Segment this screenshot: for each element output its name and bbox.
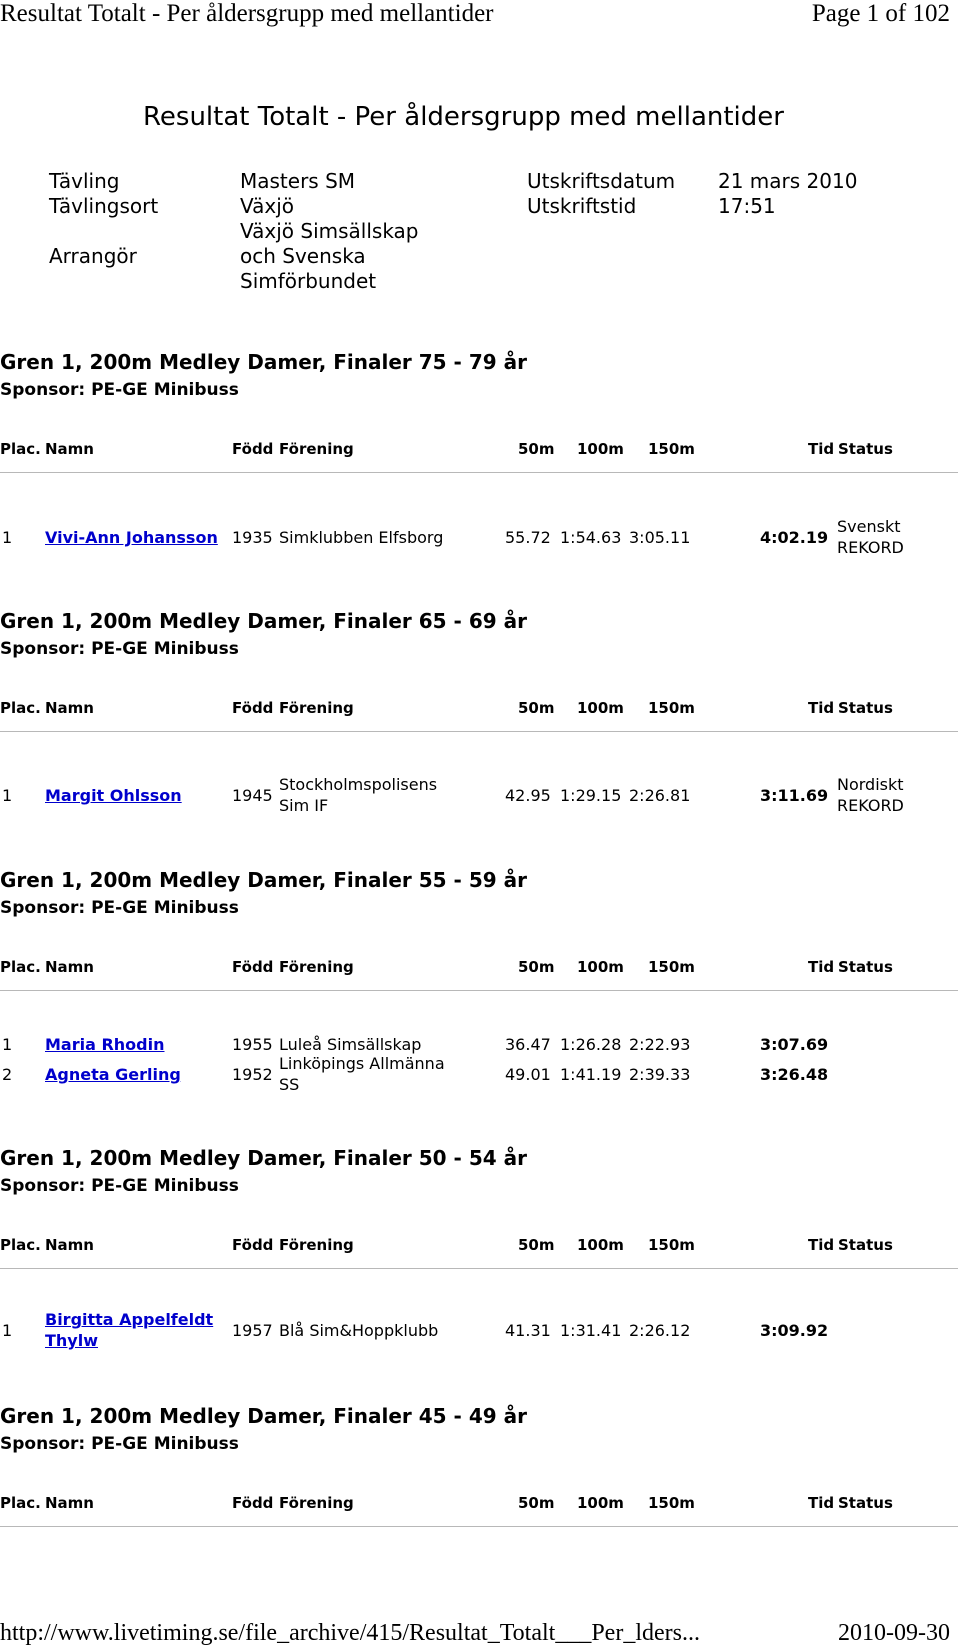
row-tid: 3:09.92 [760,1321,829,1340]
col-150m: 150m [648,1236,695,1254]
col-fodd: Född [232,440,274,458]
header-rule [0,1526,958,1527]
col-150m: 150m [648,958,695,976]
row-50m: 49.01 [505,1065,551,1084]
col-100m: 100m [577,958,624,976]
row-fodd: 1935 [232,528,273,547]
sponsor-line: Sponsor: PE-GE Minibuss [0,1176,239,1196]
row-tid: 4:02.19 [760,528,829,547]
row-50m: 36.47 [505,1035,551,1054]
col-50m: 50m [518,1494,555,1512]
row-100m: 1:26.28 [560,1035,622,1054]
page-title: Resultat Totalt - Per åldersgrupp med mellantider [143,102,784,132]
row-150m: 3:05.11 [629,528,691,547]
event-title: Gren 1, 200m Medley Damer, Finaler 50 - 54 år [0,1146,527,1170]
col-50m: 50m [518,958,555,976]
print-header-page: Page 1 of 102 [811,0,950,27]
col-forening: Förening [279,440,354,458]
row-status-line2: REKORD [837,796,904,815]
header-rule [0,731,958,732]
row-fodd: 1957 [232,1321,273,1340]
row-forening-line2: SS [279,1075,300,1094]
meta-utskriftstid-label: Utskriftstid [527,194,637,218]
col-fodd: Född [232,1494,274,1512]
col-fodd: Född [232,958,274,976]
meta-tavling-label: Tävling [49,169,120,193]
col-50m: 50m [518,699,555,717]
row-150m: 2:22.93 [629,1035,691,1054]
row-150m: 2:26.81 [629,786,691,805]
col-plac: Plac. [0,440,41,458]
row-plac: 1 [2,1321,13,1340]
sponsor-line: Sponsor: PE-GE Minibuss [0,639,239,659]
athlete-link[interactable]: Agneta Gerling [45,1065,181,1084]
row-plac: 1 [2,1035,13,1054]
col-status: Status [838,958,893,976]
meta-utskriftstid-value: 17:51 [718,194,776,218]
col-plac: Plac. [0,1494,41,1512]
event-title: Gren 1, 200m Medley Damer, Finaler 65 - 69 år [0,609,527,633]
row-100m: 1:54.63 [560,528,622,547]
meta-arrangor-line3: Simförbundet [240,269,377,293]
row-status-line2: REKORD [837,538,904,557]
sponsor-line: Sponsor: PE-GE Minibuss [0,380,239,400]
row-fodd: 1945 [232,786,273,805]
col-status: Status [838,699,893,717]
col-150m: 150m [648,440,695,458]
row-50m: 42.95 [505,786,551,805]
col-plac: Plac. [0,699,41,717]
col-tid: Tid [808,958,835,976]
row-150m: 2:26.12 [629,1321,691,1340]
athlete-link[interactable]: Vivi-Ann Johansson [45,528,218,547]
row-plac: 1 [2,528,13,547]
row-100m: 1:41.19 [560,1065,622,1084]
col-forening: Förening [279,699,354,717]
row-tid: 3:11.69 [760,786,829,805]
meta-utskriftsdatum-label: Utskriftsdatum [527,169,676,193]
row-tid: 3:26.48 [760,1065,829,1084]
col-100m: 100m [577,699,624,717]
meta-tavlingsort-label: Tävlingsort [49,194,159,218]
header-rule [0,1268,958,1269]
col-plac: Plac. [0,1236,41,1254]
athlete-link[interactable]: Margit Ohlsson [45,786,182,805]
row-fodd: 1952 [232,1065,273,1084]
row-50m: 41.31 [505,1321,551,1340]
col-namn: Namn [45,440,94,458]
print-header-title: Resultat Totalt - Per åldersgrupp med mellantider [0,0,494,27]
row-status-line1: Nordiskt [837,775,904,794]
col-forening: Förening [279,958,354,976]
row-150m: 2:39.33 [629,1065,691,1084]
meta-tavlingsort-value: Växjö [240,194,295,218]
row-plac: 2 [2,1065,13,1084]
col-namn: Namn [45,1236,94,1254]
row-forening: Stockholmspolisens [279,775,438,794]
col-fodd: Född [232,1236,274,1254]
row-forening: Simklubben Elfsborg [279,528,444,547]
meta-arrangor-line2: och Svenska [240,244,366,268]
col-forening: Förening [279,1494,354,1512]
col-50m: 50m [518,1236,555,1254]
col-tid: Tid [808,440,835,458]
sponsor-line: Sponsor: PE-GE Minibuss [0,1434,239,1454]
row-plac: 1 [2,786,13,805]
meta-tavling-value: Masters SM [240,169,356,193]
col-fodd: Född [232,699,274,717]
col-tid: Tid [808,699,835,717]
col-namn: Namn [45,958,94,976]
meta-arrangor-label: Arrangör [49,244,137,268]
col-100m: 100m [577,1236,624,1254]
col-100m: 100m [577,440,624,458]
col-plac: Plac. [0,958,41,976]
header-rule [0,990,958,991]
print-footer-url: http://www.livetiming.se/file_archive/415/Resultat_Totalt___Per_lders... [0,1620,700,1646]
event-title: Gren 1, 200m Medley Damer, Finaler 45 - 49 år [0,1404,527,1428]
athlete-link[interactable]: Maria Rhodin [45,1035,165,1054]
row-100m: 1:29.15 [560,786,622,805]
meta-utskriftsdatum-value: 21 mars 2010 [718,169,858,193]
col-tid: Tid [808,1236,835,1254]
col-100m: 100m [577,1494,624,1512]
athlete-link[interactable]: Birgitta Appelfeldt [45,1310,214,1329]
col-50m: 50m [518,440,555,458]
col-status: Status [838,1236,893,1254]
row-50m: 55.72 [505,528,551,547]
col-status: Status [838,440,893,458]
row-forening: Luleå Simsällskap [279,1035,422,1054]
row-forening: Blå Sim&Hoppklubb [279,1321,439,1340]
row-tid: 3:07.69 [760,1035,829,1054]
header-rule [0,472,958,473]
row-forening-line2: Sim IF [279,796,329,815]
meta-arrangor-line1: Växjö Simsällskap [240,219,419,243]
col-namn: Namn [45,699,94,717]
col-150m: 150m [648,1494,695,1512]
col-tid: Tid [808,1494,835,1512]
col-status: Status [838,1494,893,1512]
row-status-line1: Svenskt [837,517,901,536]
col-namn: Namn [45,1494,94,1512]
print-footer-date: 2010-09-30 [838,1620,950,1646]
athlete-link-line2[interactable]: Thylw [45,1331,98,1350]
event-title: Gren 1, 200m Medley Damer, Finaler 75 - 79 år [0,350,527,374]
event-title: Gren 1, 200m Medley Damer, Finaler 55 - 59 år [0,868,527,892]
col-forening: Förening [279,1236,354,1254]
row-forening: Linköpings Allmänna [279,1054,445,1073]
col-150m: 150m [648,699,695,717]
sponsor-line: Sponsor: PE-GE Minibuss [0,898,239,918]
row-100m: 1:31.41 [560,1321,622,1340]
row-fodd: 1955 [232,1035,273,1054]
